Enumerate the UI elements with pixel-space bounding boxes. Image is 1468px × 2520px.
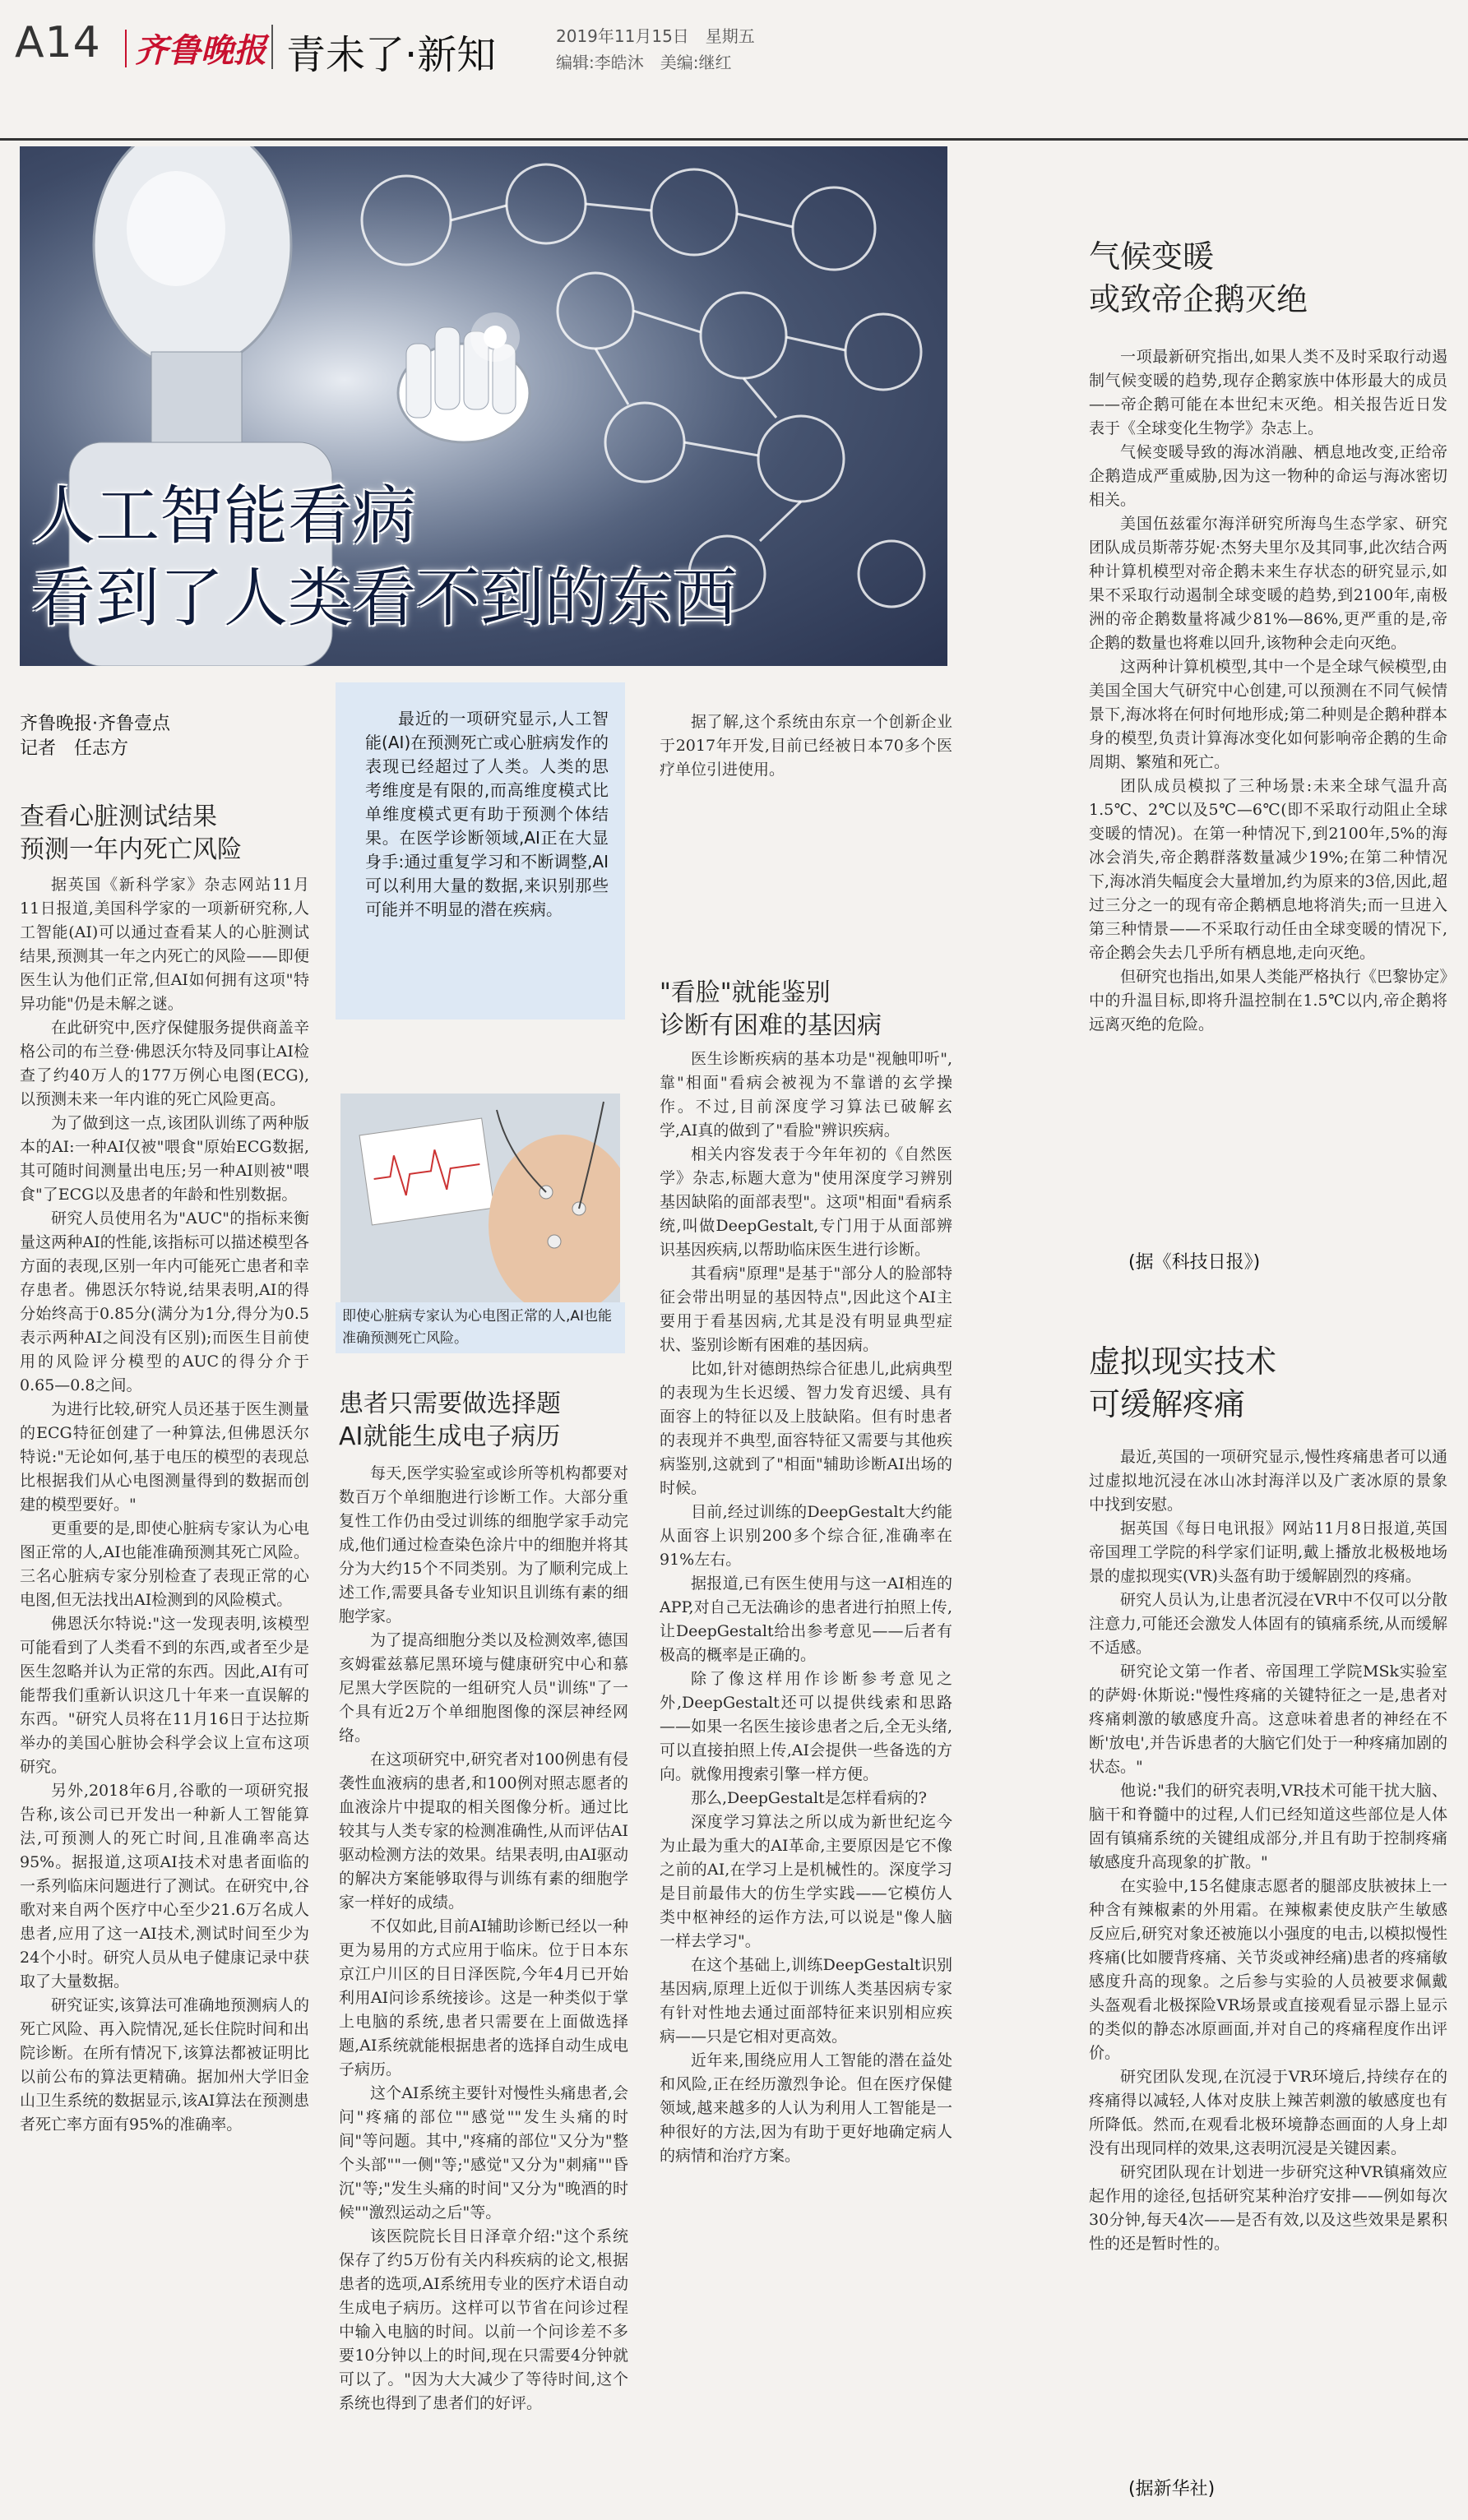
hero-headline-line1: 人工智能看病 <box>31 479 417 553</box>
byline-source: 齐鲁晚报·齐鲁壹点 <box>20 714 170 734</box>
article-paragraph: 佛恩沃尔特说:"这一发现表明,该模型可能看到了人类看不到的东西,或者至少是医生忽略并认为正常的东西。因此,AI有可能帮我们重新认识这几十年来一直误解的东西。"研究人员将在11月16日于达拉斯举办的美国心脏协会科学会议上宣布这项研究。 <box>20 1615 309 1776</box>
section2-heading: 患者只需要做选择题 AI就能生成电子病历 <box>339 1389 561 1451</box>
article-paragraph: 研究证实,该算法可准确地预测病人的死亡风险、再入院情况,延长住院时间和出院诊断。在所有情况下,该算法都被证明比以前公布的算法更精确。据加州大学旧金山卫生系统的数据显示,该AI算法在预测患者死亡率方面有95%的准确率。 <box>20 1996 309 2134</box>
article-paragraph: 研究论文第一作者、帝国理工学院MSk实验室的萨姆·休斯说:"慢性疼痛的关键特征之一是,患者对疼痛刺激的敏感度升高。这意味着患者的神经在不断'放电',并告诉患者的大脑它们处于一种疼痛加剧的状态。" <box>1089 1662 1447 1776</box>
article-paragraph: 那么,DeepGestalt是怎样看病的? <box>691 1789 927 1807</box>
article-paragraph: 近年来,围绕应用人工智能的潜在益处和风险,正在经历激烈争论。但在医疗保健领域,越来越多的人认为利用人工智能是一种很好的方法,因为有助于更好地确定病人的病情和治疗方案。 <box>660 2051 952 2165</box>
article-paragraph: 据了解,这个系统由东京一个创新企业于2017年开发,目前已经被日本70多个医疗单位引进使用。 <box>660 713 952 779</box>
issue-date: 2019年11月15日 星期五 <box>556 26 755 46</box>
page-number: A14 <box>15 18 101 67</box>
article-paragraph: 最近,英国的一项研究显示,慢性疼痛患者可以通过虚拟地沉浸在冰山冰封海洋以及广袤冰原的景象中找到安慰。 <box>1089 1448 1447 1514</box>
article-paragraph: 相关内容发表于今年年初的《自然医学》杂志,标题大意为"使用深度学习辨别基因缺陷的面部表型"。这项"相面"看病系统,叫做DeepGestalt,专门用于从面部辨识基因疾病,以帮助临床医生进行诊断。 <box>660 1145 952 1259</box>
article-paragraph: 目前,经过训练的DeepGestalt大约能从面容上识别200多个综合征,准确率在91%左右。 <box>660 1503 952 1569</box>
section1-heading: 查看心脏测试结果 预测一年内死亡风险 <box>20 802 242 864</box>
header-divider <box>125 30 127 67</box>
editor-credits: 编辑:李皓沐 美编:继红 <box>556 53 732 72</box>
article-paragraph: 一项最新研究指出,如果人类不及时采取行动遏制气候变暖的趋势,现存企鹅家族中体形最大的成员——帝企鹅可能在本世纪末灭绝。相关报告近日发表于《全球变化生物学》杂志上。 <box>1089 348 1447 437</box>
lead-box <box>336 682 625 1020</box>
article-paragraph: 他说:"我们的研究表明,VR技术可能干扰大脑、脑干和脊髓中的过程,人们已经知道这些部位是人体固有镇痛系统的关键组成部分,并且有助于控制疼痛敏感度升高现象的扩散。" <box>1089 1782 1447 1871</box>
article-paragraph: 美国伍兹霍尔海洋研究所海鸟生态学家、研究团队成员斯蒂芬妮·杰努夫里尔及其同事,此次结合两种计算机模型对帝企鹅未来生存状态的研究显示,如果不采取行动遏制全球变暖的趋势,到2100年,南极洲的帝企鹅数量将减少81%—86%,更严重的是,帝企鹅的数量也将难以回升,该物种会走向灭绝。 <box>1089 515 1447 652</box>
article-paragraph: 每天,医学实验室或诊所等机构都要对数百万个单细胞进行诊断工作。大部分重复性工作仍由受过训练的细胞学家手动完成,他们通过检查染色涂片中的细胞并将其分为大约15个不同类别。为了顺利完成上述工作,需要具备专业知识且训练有素的细胞学家。 <box>339 1464 628 1625</box>
article-paragraph: 据英国《新科学家》杂志网站11月11日报道,美国科学家的一项新研究称,人工智能(AI)可以通过查看某人的心脏测试结果,预测其一年之内死亡的风险——即便医生认为他们正常,但AI如何拥有这项"特异功能"仍是未解之谜。 <box>20 876 309 1013</box>
lead-paragraph: 最近的一项研究显示,人工智能(AI)在预测死亡或心脏病发作的表现已经超过了人类。人类的思考维度是有限的,而高维度模式比单维度模式更有助于预测个体结果。在医学诊断领域,AI正在大显身手:通过重复学习和不断调整,AI可以利用大量的数据,来识别那些可能并不明显的潜在疾病。 <box>365 709 609 919</box>
hero-image <box>20 146 947 666</box>
vr-body <box>1089 1445 1447 2256</box>
section-title: 青未了·新知 <box>286 32 497 78</box>
article-paragraph: 在这个基础上,训练DeepGestalt识别基因病,原理上近似于训练人类基因病专家有针对性地去通过面部特征来识别相应疾病——只是它相对更高效。 <box>660 1956 952 2046</box>
article-paragraph: 不仅如此,目前AI辅助诊断已经以一种更为易用的方式应用于临床。位于日本东京江户川区的目日泽医院,今年4月已开始利用AI问诊系统接诊。这是一种类似于掌上电脑的系统,患者只需要在上面做选择题,AI系统就能根据患者的选择自动生成电子病历。 <box>339 1917 628 2078</box>
header-rule <box>0 138 1468 141</box>
article-paragraph: 这两种计算机模型,其中一个是全球气候模型,由美国全国大气研究中心创建,可以预测在不同气候情景下,海冰将在何时何地形成;第二种则是企鹅种群本身的模型,负责计算海冰变化如何影响帝企鹅的生命周期、繁殖和死亡。 <box>1089 658 1447 771</box>
article-paragraph: 据报道,已有医生使用与这一AI相连的APP,对自己无法确诊的患者进行拍照上传,让DeepGestalt给出参考意见——后者有极高的概率是正确的。 <box>660 1574 952 1664</box>
article-paragraph: 在这项研究中,研究者对100例患有侵袭性血液病的患者,和100例对照志愿者的血液涂片中提取的相关图像分析。通过比较其与人类专家的检测准确性,从而评估AI驱动检测方法的效果。结果表明,由AI驱动的解决方案能够取得与训练有素的细胞学家一样好的成绩。 <box>339 1750 628 1912</box>
article-paragraph: 这个AI系统主要针对慢性头痛患者,会问"疼痛的部位""感觉""发生头痛的时间"等问题。其中,"疼痛的部位"又分为"整个头部""一侧"等;"感觉"又分为"刺痛""昏沉"等;"发生头痛的时间"又分为"晚酒的时候""激烈运动之后"等。 <box>339 2084 628 2222</box>
article-paragraph: 研究团队现在计划进一步研究这种VR镇痛效应起作用的途径,包括研究某种治疗安排——例如每次30分钟,每天4次——是否有效,以及这些效果是累积性的还是暂时性的。 <box>1089 2163 1447 2253</box>
section2-body <box>339 1462 628 2416</box>
article-paragraph: 为了做到这一点,该团队训练了两种版本的AI:一种AI仅被"喂食"原始ECG数据,其可随时间测量出电压;另一种AI则被"喂食"了ECG以及患者的年龄和性别数据。 <box>20 1114 309 1204</box>
vr-heading: 虚拟现实技术 可缓解疼痛 <box>1089 1343 1277 1422</box>
article-paragraph: 研究团队发现,在沉浸于VR环境后,持续存在的疼痛得以减轻,人体对皮肤上辣苦刺激的敏感度也有所降低。然而,在观看北极环境静态画面的人身上却没有出现同样的效果,这表明沉浸是关键因素。 <box>1089 2068 1447 2157</box>
article-paragraph: 该医院院长目日泽章介绍:"这个系统保存了约5万份有关内科疾病的论文,根据患者的选项,AI系统用专业的医疗术语自动生成电子病历。这样可以节省在问诊过程中输入电脑的时间。以前一个问诊差不多要10分钟以上的时间,现在只需要4分钟就可以了。"因为大大减少了等待时间,这个系统也得到了患者们的好评。 <box>339 2227 628 2412</box>
article-paragraph: 气候变暖导致的海冰消融、栖息地改变,正给帝企鹅造成严重威胁,因为这一物种的命运与海冰密切相关。 <box>1089 443 1447 509</box>
article-paragraph: 为进行比较,研究人员还基于医生测量的ECG特征创建了一种算法,但佛恩沃尔特说:"无论如何,基于电压的模型的表现总比根据我们从心电图测量得到的数据而创建的模型要好。" <box>20 1400 309 1514</box>
lead-text <box>365 707 609 922</box>
header-divider <box>271 25 273 69</box>
newspaper-logo: 齐鲁晚报 <box>135 31 266 70</box>
penguin-heading: 气候变暖 或致帝企鹅灭绝 <box>1089 238 1308 317</box>
section1-body <box>20 873 309 2137</box>
section2-continued <box>660 710 952 782</box>
penguin-body <box>1089 345 1447 1037</box>
hero-headline <box>31 475 737 640</box>
byline-reporter: 记者 任志方 <box>20 738 129 759</box>
article-paragraph: 据英国《每日电讯报》网站11月8日报道,英国帝国理工学院的科学家们证明,戴上播放北极极地场景的虚拟现实(VR)头盔有助于缓解剧烈的疼痛。 <box>1089 1519 1447 1585</box>
article-paragraph: 比如,针对德朗热综合征患儿,此病典型的表现为生长迟缓、智力发育迟缓、具有面容上的特征以及上肢缺陷。但有时患者的表现并不典型,面容特征又需要与其他疾病鉴别,这就到了"相面"辅助诊断AI出场的时候。 <box>660 1360 952 1497</box>
article-paragraph: 在实验中,15名健康志愿者的腿部皮肤被抹上一种含有辣椒素的外用霜。在辣椒素使皮肤产生敏感反应后,研究对象还被施以小强度的电击,以模拟慢性疼痛(比如腰背疼痛、关节炎或神经痛)患者的疼痛敏感度升高的现象。之后参与实验的人员被要求佩戴头盔观看北极探险VR场景或直接观看显示器上显示的类似的静态冰原画面,并对自己的疼痛程度作出评价。 <box>1089 1877 1447 2062</box>
article-paragraph: 另外,2018年6月,谷歌的一项研究报告称,该公司已开发出一种新人工智能算法,可预测人的死亡时间,且准确率高达95%。据报道,这项AI技术对患者面临的一系列临床问题进行了测试。在研究中,谷歌对来自两个医疗中心至少21.6万名成人患者,应用了这一AI技术,测试时间至少为24个小时。研究人员从电子健康记录中获取了大量数据。 <box>20 1782 309 1991</box>
hero-headline-line2: 看到了人类看不到的东西 <box>31 562 738 636</box>
vr-source: (据新华社) <box>1128 2479 1216 2499</box>
article-paragraph: 研究人员使用名为"AUC"的指标来衡量这两种AI的性能,该指标可以描述模型各方面的表现,区别一年内可能死亡患者和幸存患者。佛恩沃尔特说,结果表明,AI的得分始终高于0.85分(满分为1分,得分为0.5表示两种AI之间没有区别);而医生目前使用的风险评分模型的AUC的得分介于0.65—0.8之间。 <box>20 1209 309 1394</box>
article-paragraph: 医生诊断疾病的基本功是"视触叩听",靠"相面"看病会被视为不靠谱的玄学操作。不过,目前深度学习算法已破解玄学,AI真的做到了"看脸"辨识疾病。 <box>660 1050 952 1140</box>
section3-body <box>660 1047 952 2168</box>
ecg-photo-illustration <box>340 1094 620 1302</box>
photo-caption: 即使心脏病专家认为心电图正常的人,AI也能准确预测死亡风险。 <box>342 1308 613 1347</box>
section3-heading: "看脸"就能鉴别 诊断有困难的基因病 <box>660 978 882 1040</box>
penguin-source: (据《科技日报》) <box>1128 1252 1261 1273</box>
article-paragraph: 除了像这样用作诊断参考意见之外,DeepGestalt还可以提供线索和思路——如果一名医生接诊患者之后,全无头绪,可以直接拍照上传,AI会提供一些备选的方向。就像用搜索引擎一样方便。 <box>660 1670 952 1783</box>
article-paragraph: 深度学习算法之所以成为新世纪迄今为止最为重大的AI革命,主要原因是它不像之前的AI,在学习上是机械性的。深度学习是目前最伟大的仿生学实践——它模仿人类中枢神经的运作方法,可以说是"像人脑一样去学习"。 <box>660 1813 952 1950</box>
ecg-photo <box>340 1094 620 1302</box>
article-paragraph: 在此研究中,医疗保健服务提供商盖辛格公司的布兰登·佛恩沃尔特及同事让AI检查了约40万人的177万例心电图(ECG),以预测未来一年内谁的死亡风险更高。 <box>20 1019 309 1108</box>
photo-caption-box <box>336 1302 625 1353</box>
article-paragraph: 更重要的是,即使心脏病专家认为心电图正常的人,AI也能准确预测其死亡风险。三名心脏病专家分别检查了表现正常的心电图,但无法找出AI检测到的风险模式。 <box>20 1519 309 1609</box>
article-paragraph: 团队成员模拟了三种场景:未来全球气温升高1.5℃、2℃以及5℃—6℃(即不采取行动阻止全球变暖的情况)。在第一种情况下,到2100年,5%的海冰会消失,帝企鹅群落数量减少19%;在第二种情况下,海冰消失幅度会大量增加,约为原来的3倍,因此,超过三分之一的现有帝企鹅栖息地将消失;而一旦进入第三种情景——不采取行动任由全球变暖的情况下,帝企鹅会失去几乎所有栖息地,走向灭绝。 <box>1089 777 1447 962</box>
article-paragraph: 为了提高细胞分类以及检测效率,德国亥姆霍兹慕尼黑环境与健康研究中心和慕尼黑大学医院的一组研究人员"训练"了一个具有近2万个单细胞图像的深层神经网络。 <box>339 1631 628 1745</box>
article-paragraph: 其看病"原理"是基于"部分人的脸部特征会带出明显的基因特点",因此这个AI主要用于看基因病,尤其是没有明显典型症状、鉴别诊断有困难的基因病。 <box>660 1265 952 1354</box>
article-paragraph: 研究人员认为,让患者沉浸在VR中不仅可以分散注意力,可能还会激发人体固有的镇痛系统,从而缓解不适感。 <box>1089 1591 1447 1657</box>
article-paragraph: 但研究也指出,如果人类能严格执行《巴黎协定》中的升温目标,即将升温控制在1.5℃以内,帝企鹅将远离灭绝的危险。 <box>1089 968 1447 1033</box>
